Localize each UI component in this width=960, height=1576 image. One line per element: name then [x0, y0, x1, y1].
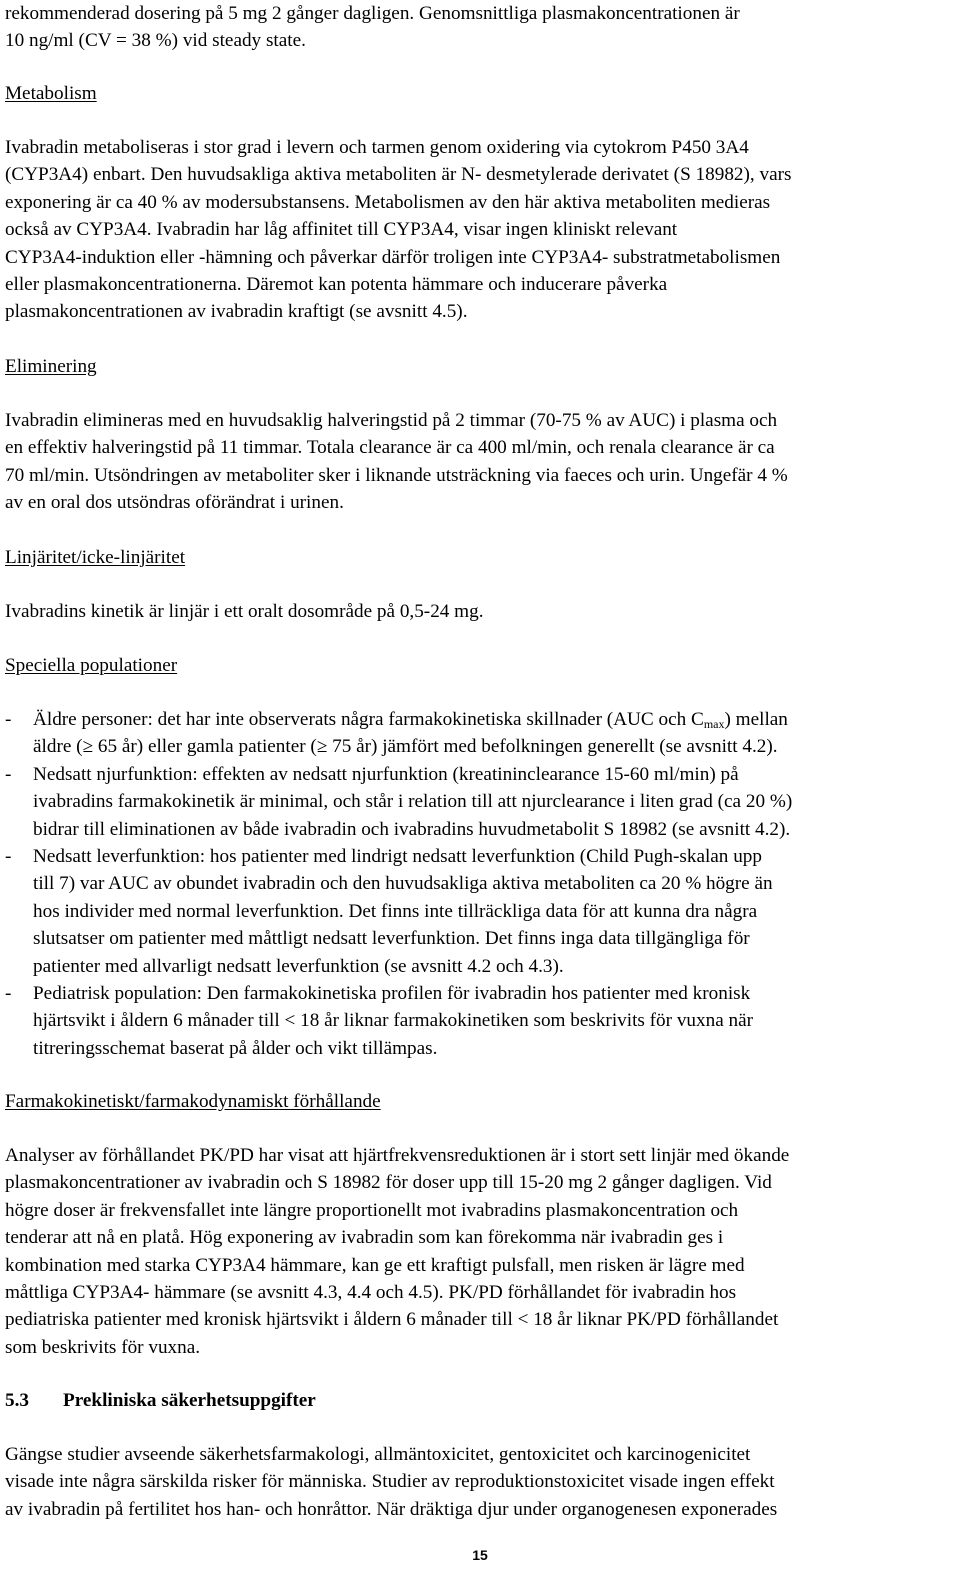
bullet-dash: -	[5, 764, 12, 785]
paragraph-line: 10 ng/ml (CV = 38 %) vid steady state.	[5, 30, 306, 52]
paragraph-line: eller plasmakoncentrationerna. Däremot kan potenta hämmare och inducerare påverka	[5, 273, 668, 295]
elimination-heading: Eliminering	[5, 356, 97, 377]
bullet-text	[33, 843, 773, 980]
bullet-line: slutsatser om patienter med måttligt nedsatt leverfunktion. Det finns inga data tillgängliga för	[33, 928, 750, 950]
pkpd-heading-block	[5, 1088, 955, 1115]
paragraph-line: också av CYP3A4. Ivabradin har låg affinitet till CYP3A4, visar ingen kliniskt relevant	[5, 219, 678, 241]
bullet-line-pre: Äldre personer: det har inte observerats några farmakokinetiska skillnader (AUC och C	[33, 709, 704, 730]
bullet-line: patienter med allvarligt nedsatt leverfunktion (se avsnitt 4.2 och 4.3).	[33, 955, 564, 977]
bullet-text	[33, 706, 788, 761]
paragraph-line: Ivabradin metaboliseras i stor grad i levern och tarmen genom oxidering via cytokrom P450 3A4	[5, 137, 749, 158]
bullet-dash: -	[5, 709, 12, 730]
linearity-heading-block	[5, 544, 955, 571]
paragraph-line: av ivabradin på fertilitet hos han- och honråttor. När dräktiga djur under organogenesen exponerades	[5, 1498, 778, 1520]
section-5-3-heading	[5, 1387, 316, 1414]
linearity-paragraph	[5, 598, 955, 625]
intro-paragraph	[5, 0, 955, 55]
special-heading-block	[5, 652, 955, 679]
paragraph-line: 70 ml/min. Utsöndringen av metaboliter sker i liknande utsträckning via faeces och urin. Ungefär 4 %	[5, 464, 788, 486]
paragraph-line: visade inte några särskilda risker för människa. Studier av reproduktionstoxicitet visade ingen effekt	[5, 1471, 775, 1493]
bullet-line	[33, 706, 788, 733]
section-number: 5.3	[5, 1390, 29, 1411]
bullet-line: ivabradins farmakokinetik är minimal, och står i relation till att njurclearance i liten grad (ca 20 %)	[33, 791, 793, 813]
bullet-line: Nedsatt njurfunktion: effekten av nedsatt njurfunktion (kreatininclearance 15-60 ml/min) på	[33, 764, 739, 785]
metabolism-heading-block	[5, 80, 955, 107]
metabolism-heading: Metabolism	[5, 83, 97, 104]
bullet-line: till 7) var AUC av obundet ivabradin och den huvudsakliga aktiva metaboliten ca 20 % högre än	[33, 873, 773, 895]
bullet-line: hos individer med normal leverfunktion. Det finns inte tillräckliga data för att kunna dra några	[33, 900, 758, 922]
paragraph-line: exponering är ca 40 % av modersubstansens. Metabolismen av den här aktiva metaboliten medieras	[5, 191, 771, 213]
special-populations-heading: Speciella populationer	[5, 655, 178, 676]
section-title: Prekliniska säkerhetsuppgifter	[63, 1390, 316, 1411]
paragraph-line: Ivabradins kinetik är linjär i ett oralt dosområde på 0,5-24 mg.	[5, 601, 484, 622]
paragraph-line: (CYP3A4) enbart. Den huvudsakliga aktiva metaboliten är N- desmetylerade derivatet (S 18982), vars	[5, 164, 792, 186]
bullet-line: titreringsschemat baserat på ålder och vikt tillämpas.	[33, 1037, 438, 1059]
paragraph-line: måttliga CYP3A4- hämmare (se avsnitt 4.3, 4.4 och 4.5). PK/PD förhållandet för ivabradin hos	[5, 1281, 737, 1303]
paragraph-line: en effektiv halveringstid på 11 timmar. Totala clearance är ca 400 ml/min, och renala clearance är ca	[5, 437, 775, 459]
pkpd-heading: Farmakokinetiskt/farmakodynamiskt förhållande	[5, 1091, 381, 1112]
paragraph-line: av en oral dos utsöndras oförändrat i urinen.	[5, 492, 344, 514]
bullet-line: Pediatrisk population: Den farmakokinetiska profilen för ivabradin hos patienter med kronisk	[33, 983, 751, 1004]
bullet-text	[33, 761, 792, 843]
pkpd-paragraph	[5, 1142, 955, 1361]
paragraph-line: högre doser är frekvensfallet inte längre proportionellt mot ivabradins plasmakoncentration och	[5, 1199, 739, 1221]
section-5-3-paragraph	[5, 1441, 955, 1523]
elimination-heading-block	[5, 353, 955, 380]
metabolism-paragraph	[5, 134, 955, 326]
paragraph-line: plasmakoncentrationer av ivabradin och S 18982 för doser upp till 15-20 mg 2 gånger dagligen. Vid	[5, 1172, 772, 1194]
paragraph-line: som beskrivits för vuxna.	[5, 1336, 201, 1358]
bullet-line: hjärtsvikt i åldern 6 månader till < 18 år liknar farmakokinetiken som beskrivits för vuxna när	[33, 1010, 754, 1032]
bullet-text	[33, 980, 753, 1062]
bullet-dash: -	[5, 983, 12, 1004]
elimination-paragraph	[5, 407, 955, 517]
linearity-heading: Linjäritet/icke-linjäritet	[5, 547, 186, 568]
paragraph-line: CYP3A4-induktion eller -hämning och påverkar därför troligen inte CYP3A4- substratmetabolismen	[5, 246, 781, 268]
page-number: 15	[472, 1547, 488, 1563]
paragraph-line: rekommenderad dosering på 5 mg 2 gånger dagligen. Genomsnittliga plasmakoncentrationen är	[5, 3, 740, 24]
bullet-line: Nedsatt leverfunktion: hos patienter med lindrigt nedsatt leverfunktion (Child Pugh-skalan upp	[33, 846, 762, 867]
paragraph-line: pediatriska patienter med kronisk hjärtsvikt i åldern 6 månader till < 18 år liknar PK/PD förhållandet	[5, 1309, 779, 1331]
paragraph-line: Analyser av förhållandet PK/PD har visat att hjärtfrekvensreduktionen är i stort sett linjär med ökande	[5, 1145, 790, 1166]
paragraph-line: Gängse studier avseende säkerhetsfarmakologi, allmäntoxicitet, gentoxicitet och karcinogenicitet	[5, 1444, 751, 1465]
paragraph-line: tenderar att nå en platå. Hög exponering av ivabradin som kan förekomma när ivabradin ges i	[5, 1227, 724, 1249]
bullet-line: äldre (≥ 65 år) eller gamla patienter (≥ 75 år) jämfört med befolkningen generellt (se avsnitt 4.2).	[33, 736, 778, 758]
paragraph-line: plasmakoncentrationen av ivabradin kraftigt (se avsnitt 4.5).	[5, 301, 468, 323]
bullet-line: bidrar till eliminationen av både ivabradin och ivabradins huvudmetabolit S 18982 (se avsnitt 4.2).	[33, 818, 791, 840]
bullet-dash: -	[5, 846, 12, 867]
paragraph-line: Ivabradin elimineras med en huvudsaklig halveringstid på 2 timmar (70-75 % av AUC) i plasma och	[5, 410, 778, 431]
paragraph-line: kombination med starka CYP3A4 hämmare, kan ge ett kraftigt pulsfall, men risken är lägre med	[5, 1254, 745, 1276]
subscript-max: max	[703, 717, 725, 731]
bullet-line-post: ) mellan	[724, 709, 788, 730]
